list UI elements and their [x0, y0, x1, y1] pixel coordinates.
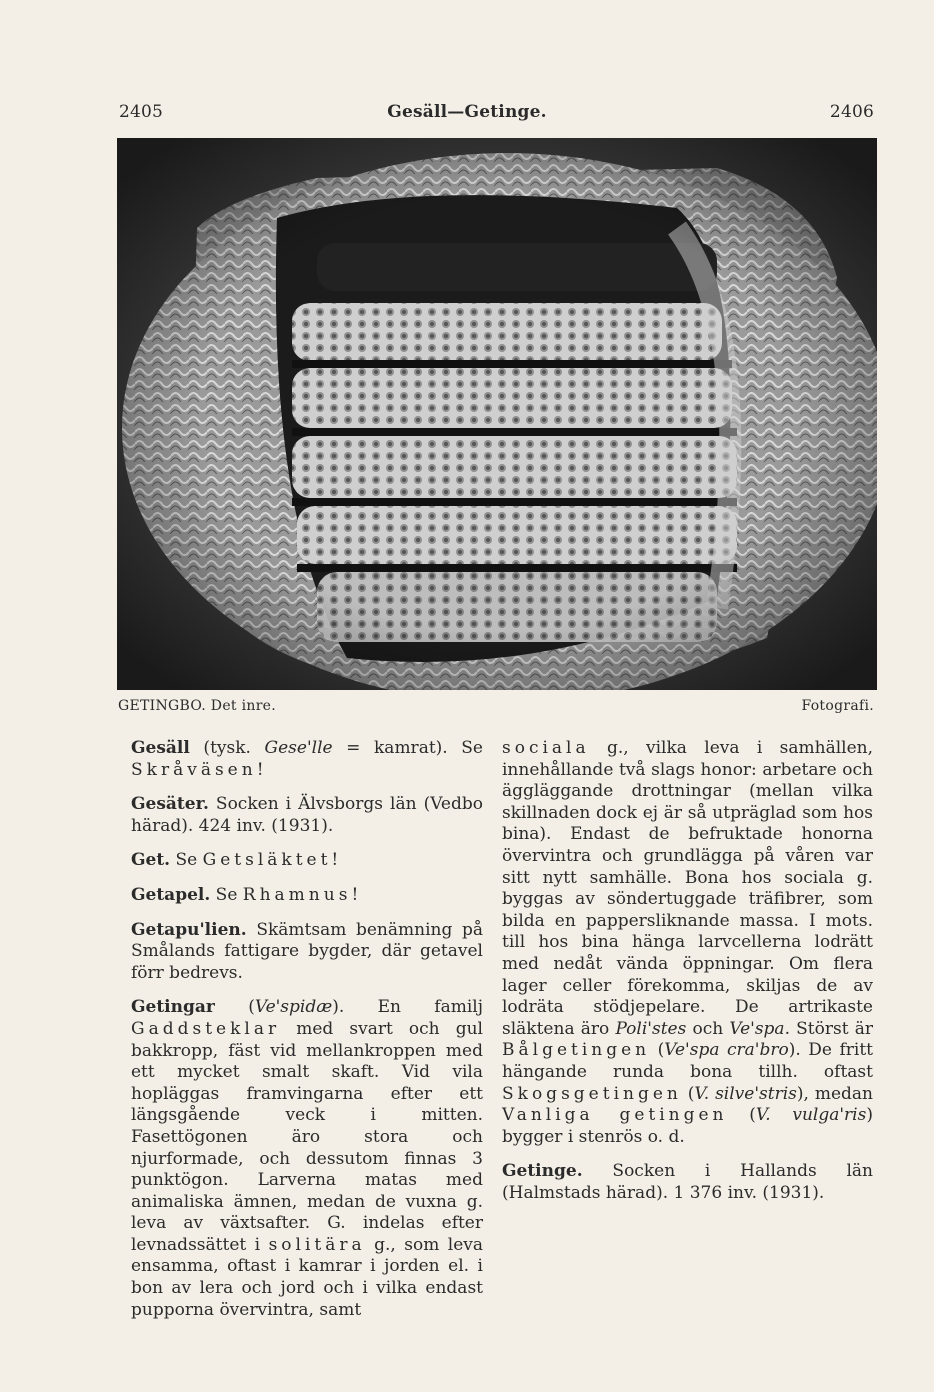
- cross-reference: Skråväsen: [131, 759, 257, 780]
- entry-term: Getapu'lien.: [131, 919, 247, 940]
- text-column-left: [131, 738, 483, 1334]
- entry-term: Getingar: [131, 997, 215, 1018]
- cross-reference: Getsläktet: [202, 850, 332, 871]
- cross-reference: Gaddsteklar: [131, 1018, 281, 1039]
- photo-credit: Fotografi.: [801, 698, 874, 714]
- entry-getapel: Getapel. Se Rhamnus!: [131, 884, 359, 905]
- running-title: Gesäll—Getinge.: [387, 102, 547, 122]
- entry-gesater: Gesäter. Socken i Älvsborgs län (Vedbo härad). 424 inv. (1931).: [131, 794, 483, 836]
- wasp-nest-illustration: [117, 138, 877, 690]
- entry-getinge: Getinge. Socken i Hallands län (Halmstads härad). 1 376 inv. (1931).: [502, 1161, 873, 1203]
- cross-reference: Rhamnus: [242, 884, 352, 905]
- entry-getapulien: Getapu'lien. Skämtsam benämning på Smålands fattigare bygder, där getavel förr bedrevs.: [131, 919, 483, 983]
- page-number-right: 2406: [829, 102, 874, 122]
- wasp-nest-photograph: [117, 138, 877, 690]
- entry-getingar-part1: Getingar (Ve'spidæ). En familj Gaddsteklar med svart och gul bakkropp, fäst vid mellankroppen med ett mycket smalt skaft. Vid vila hopläggas framvingarna efter ett längsgående veck i mitten. Fasettögonen äro stora och njurformade, och dessutom finnas 3 punktögon. Larverna matas med animaliska ämnen, medan de vuxna g. leva av växtsafter. G. indelas efter levnadssättet i solitära g., som leva ensamma, oftast i kamrar i jorden el. i bon av lera och jord och i vilka endast pupporna övervintra, samt: [131, 997, 484, 1320]
- entry-term: Gesäll: [131, 738, 190, 758]
- entry-get: Get. Se Getsläktet!: [131, 850, 339, 871]
- entry-term: Get.: [131, 850, 171, 871]
- entry-term: Getapel.: [131, 884, 211, 905]
- text-column-right: [502, 738, 873, 1217]
- entry-gesall: Gesäll (tysk. Gese'lle = kamrat). Se Skråväsen!: [131, 738, 483, 780]
- entry-getingar-part2: sociala g., vilka leva i samhällen, innehållande två slags honor: arbetare och äggläggande drottningar (mellan vilka skillnaden dock ej är så utpräglad som hos bina). Endast de befruktade honorna övervintra och grundlägga på våren var sitt nytt samhälle. Bona hos sociala g. byggas av söndertuggade träfibrer, som bilda en pappersliknande massa. I mots. till hos bina hänga larvcellerna lodrätt med nedåt vända öppningar. Om flera lager celler förekomma, skiljas de av lodräta stödjepelare. De artrikaste släktena äro Poli'stes och Ve'spa. Störst är Bålgetingen (Ve'spa cra'bro). De fritt hängande runda bona tillh. oftast Skogsgetingen (V. silve'stris), medan Vanliga getingen (V. vulga'ris) bygger i stenrös o. d.: [502, 738, 873, 1147]
- page-number-left: 2405: [119, 102, 164, 122]
- entry-term: Getinge.: [502, 1161, 583, 1182]
- entry-term: Gesäter.: [131, 794, 209, 815]
- photo-caption: GETINGBO. Det inre.: [118, 698, 277, 714]
